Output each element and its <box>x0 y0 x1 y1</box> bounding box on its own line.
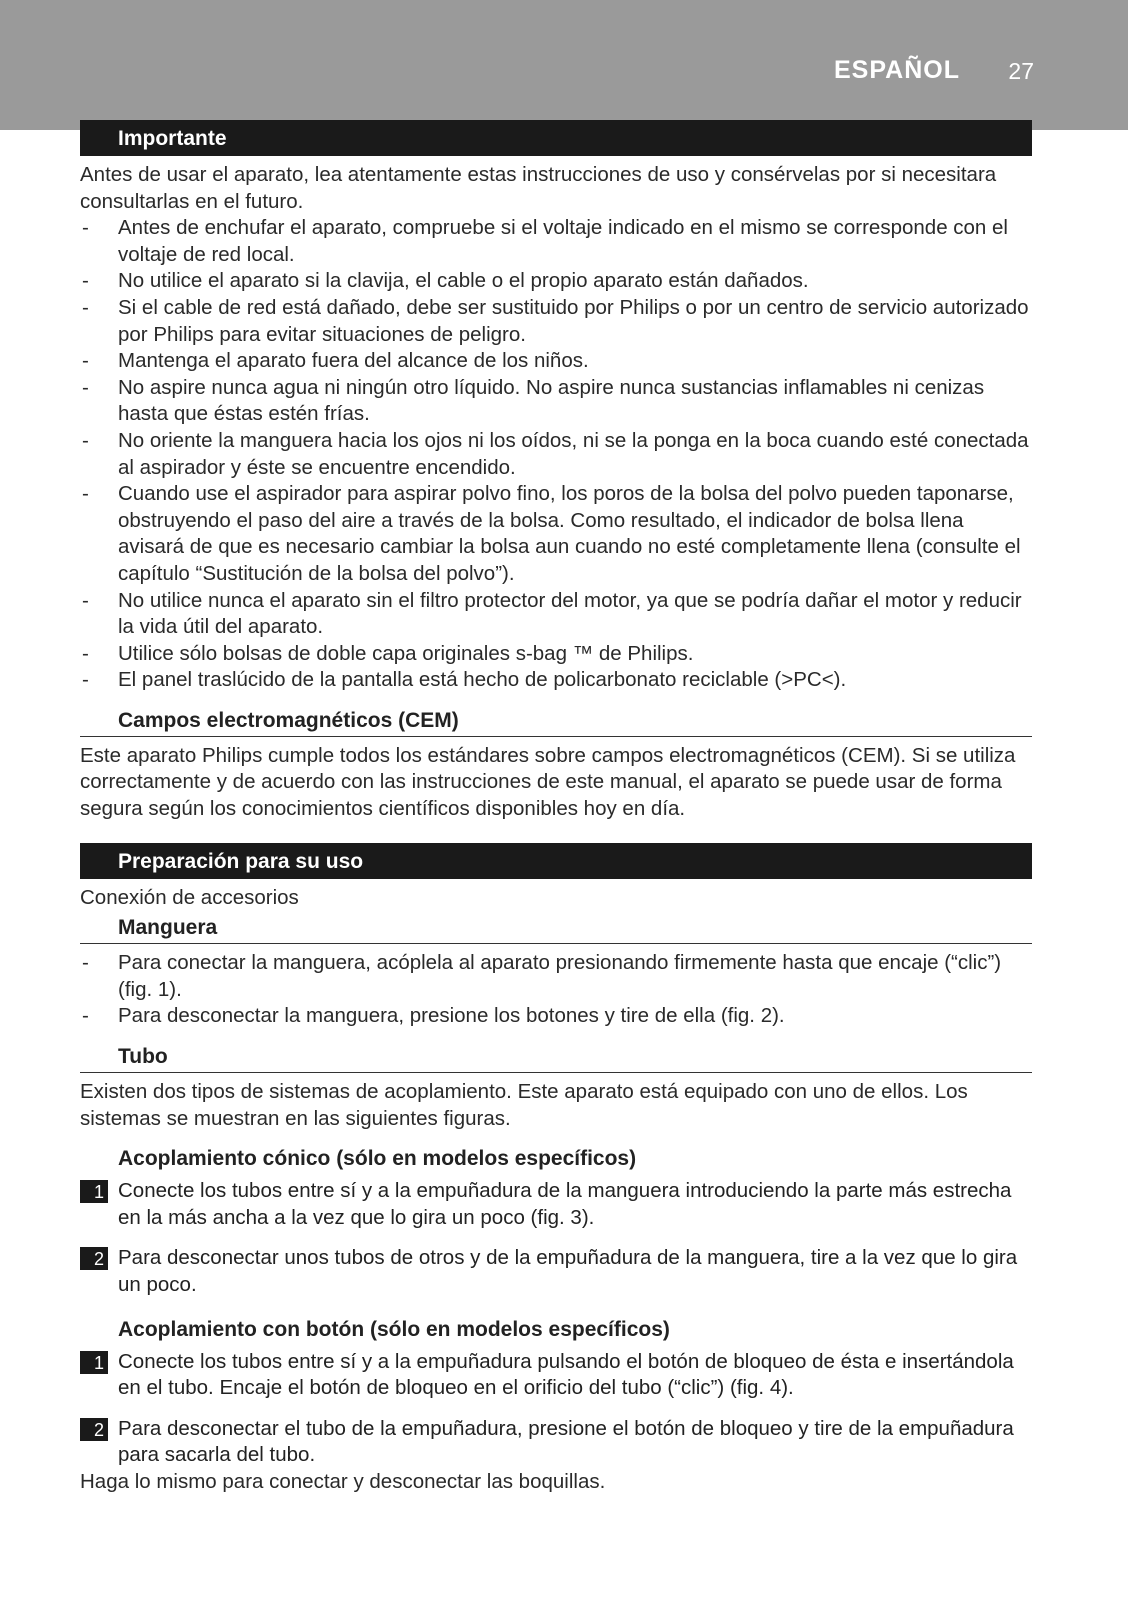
list-item: - Cuando use el aspirador para aspirar polvo fino, los poros de la bolsa del polvo pueden taponarse, obstruyendo el paso del aire a través de la bolsa. Como resultado, el indicador de bolsa llena avisará de que es necesario cambiar la bolsa aun cuando no esté completamente llena (consulte el capítulo “Sustitución de la bolsa del polvo”). <box>82 482 1021 585</box>
manguera-list <box>80 950 1032 1030</box>
list-item: - Mantenga el aparato fuera del alcance de los niños. <box>82 349 589 373</box>
list-item: - Utilice sólo bolsas de doble capa originales s-bag ™ de Philips. <box>82 641 694 665</box>
list-item: - No oriente la manguera hacia los ojos ni los oídos, ni se la ponga en la boca cuando esté conectada al aspirador y éste se encuentre encendido. <box>82 428 1029 479</box>
closing-note: Haga lo mismo para conectar y desconectar las boquillas. <box>80 1469 606 1493</box>
subsection-title-cem: Campos electromagnéticos (CEM) <box>80 704 1032 737</box>
header-band <box>0 0 1128 130</box>
list-item: - Antes de enchufar el aparato, compruebe si el voltaje indicado en el mismo se corresponde con el voltaje de red local. <box>82 216 1008 266</box>
page-number: 27 <box>1008 58 1034 84</box>
list-item: - No utilice el aparato si la clavija, el cable o el propio aparato están dañados. <box>82 269 809 293</box>
importante-list <box>80 215 1032 694</box>
step-text: Para desconectar unos tubos de otros y de la empuñadura de la manguera, tire a la vez que lo gira un poco. <box>118 1246 1018 1296</box>
step-number: 2 <box>80 1418 108 1441</box>
step-number: 2 <box>80 1247 108 1270</box>
section-title-importante: Importante <box>80 120 1032 156</box>
list-item: - No aspire nunca agua ni ningún otro líquido. No aspire nunca sustancias inflamables ni cenizas hasta que éstas estén frías. <box>82 375 985 426</box>
step-item <box>80 1178 1032 1231</box>
language-label: ESPAÑOL <box>834 56 960 84</box>
step-number: 1 <box>80 1180 108 1203</box>
section-title-preparacion: Preparación para su uso <box>80 843 1032 879</box>
step-text: Para desconectar el tubo de la empuñadura, presione el botón de bloqueo y tire de la empuñadura para sacarla del tubo. <box>118 1416 1014 1467</box>
list-item: - Para desconectar la manguera, presione los botones y tire de ella (fig. 2). <box>82 1004 785 1028</box>
list-item: - No utilice nunca el aparato sin el filtro protector del motor, ya que se podría dañar el motor y reducir la vida útil del aparato. <box>82 588 1022 639</box>
preparacion-subtitle: Conexión de accesorios <box>80 885 299 909</box>
subsection-title-manguera: Manguera <box>80 911 1032 944</box>
step-item <box>80 1416 1032 1469</box>
step-item <box>80 1245 1032 1298</box>
step-text: Conecte los tubos entre sí y a la empuñadura pulsando el botón de bloqueo de ésta e insertándola en el tubo. Encaje el botón de bloqueo en el orificio del tubo (“clic”) (fig. 4). <box>118 1349 1014 1400</box>
list-item: - Si el cable de red está dañado, debe ser sustituido por Philips o por un centro de servicio autorizado por Philips para evitar situaciones de peligro. <box>82 295 1029 346</box>
list-item: - El panel traslúcido de la pantalla está hecho de policarbonato reciclable (>PC<). <box>82 668 847 692</box>
step-text: Conecte los tubos entre sí y a la empuñadura de la manguera introduciendo la parte más estrecha en la más ancha a la vez que lo gira un poco (fig. 3). <box>118 1179 1012 1229</box>
subsection-title-conico: Acoplamiento cónico (sólo en modelos específicos) <box>118 1147 637 1171</box>
page-content <box>80 120 1032 1496</box>
list-item: - Para conectar la manguera, acóplela al aparato presionando firmemente hasta que encaje (“clic”) (fig. 1). <box>82 951 1002 1001</box>
importante-intro: Antes de usar el aparato, lea atentamente estas instrucciones de uso y consérvelas por si necesitara consultarlas en el futuro. <box>80 163 997 213</box>
tubo-text: Existen dos tipos de sistemas de acoplamiento. Este aparato está equipado con uno de ellos. Los sistemas se muestran en las siguientes figuras. <box>80 1080 968 1130</box>
step-item <box>80 1349 1032 1402</box>
subsection-title-tubo: Tubo <box>80 1040 1032 1073</box>
step-number: 1 <box>80 1351 108 1374</box>
cem-text: Este aparato Philips cumple todos los estándares sobre campos electromagnéticos (CEM). Si se utiliza correctamente y de acuerdo con las instrucciones de este manual, el aparato se puede usar de forma segura según los conocimientos científicos disponibles hoy en día. <box>80 743 1016 821</box>
subsection-title-boton: Acoplamiento con botón (sólo en modelos específicos) <box>118 1317 670 1341</box>
